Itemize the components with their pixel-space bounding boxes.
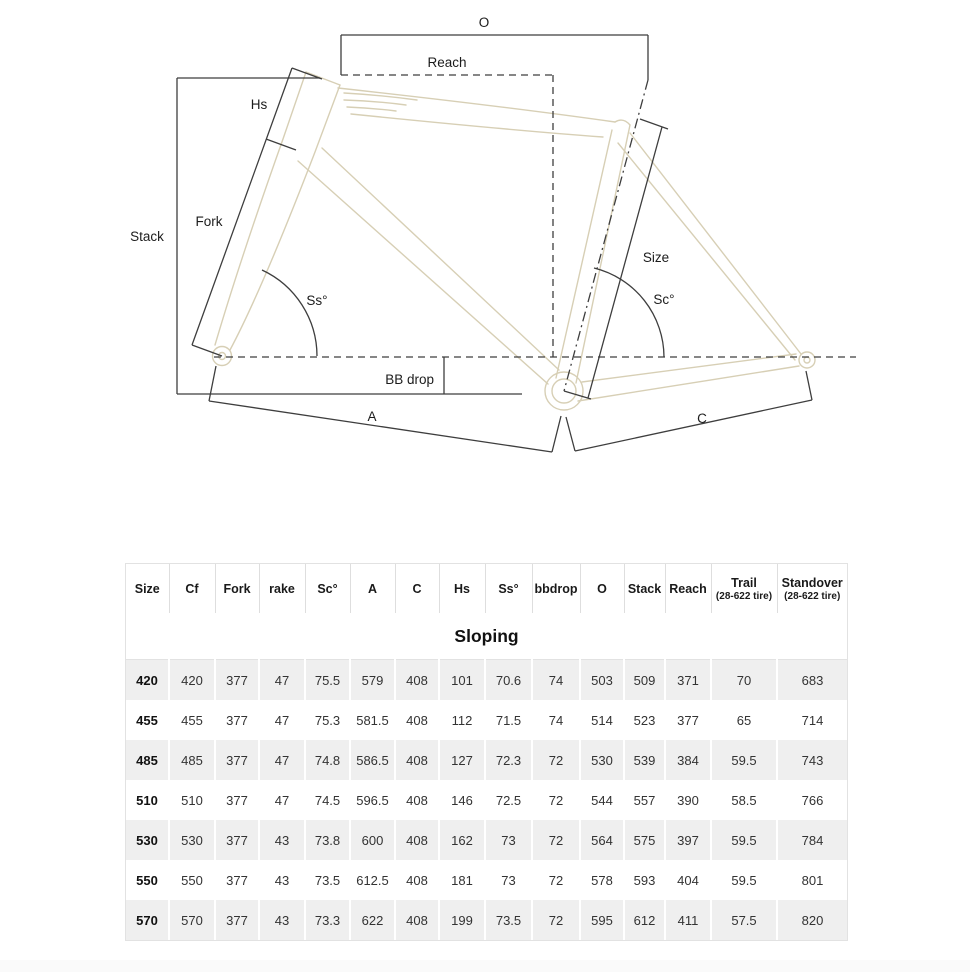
table-cell: 550 — [169, 860, 215, 900]
seat-stay-upper-edge — [630, 133, 801, 354]
table-row — [126, 900, 847, 940]
table-cell: 420 — [169, 660, 215, 701]
rear-axle — [799, 352, 815, 368]
label-size: Size — [642, 250, 670, 265]
table-cell: 47 — [259, 740, 305, 780]
table-cell: 59.5 — [711, 860, 777, 900]
table-cell: 75.5 — [305, 660, 350, 701]
table-cell: 455 — [169, 700, 215, 740]
table-cell: 43 — [259, 900, 305, 940]
down-tube-lower-edge — [298, 161, 548, 384]
table-header-row — [126, 564, 847, 613]
label-c: C — [697, 411, 707, 426]
seat-axis-reference-line — [564, 80, 648, 391]
table-cell: 622 — [350, 900, 395, 940]
table-cell: 112 — [439, 700, 485, 740]
col-header-bbdrop: bbdrop — [532, 564, 580, 613]
table-cell: 74 — [532, 660, 580, 701]
table-cell: 73.5 — [305, 860, 350, 900]
table-cell: 579 — [350, 660, 395, 701]
rear-axle-center — [804, 357, 810, 363]
table-cell: 72 — [532, 780, 580, 820]
chain-stay-lower-edge — [578, 366, 799, 401]
table-cell: 74 — [532, 700, 580, 740]
table-cell: 59.5 — [711, 820, 777, 860]
table-cell: 397 — [665, 820, 711, 860]
table-title: Sloping — [126, 613, 847, 660]
table-cell: 766 — [801, 792, 824, 808]
row-size-cell: 420 — [126, 660, 169, 701]
table-cell: 59.5 — [711, 740, 777, 780]
top-tube-lower-edge — [351, 114, 603, 137]
table-cell: 377 — [215, 700, 259, 740]
table-cell: 530 — [169, 820, 215, 860]
col-header-standover: Standover (28-622 tire) — [781, 575, 843, 602]
table-cell: 593 — [624, 860, 665, 900]
table-cell: 181 — [439, 860, 485, 900]
table-cell: 578 — [580, 860, 624, 900]
table-cell: 73 — [485, 860, 532, 900]
col-header-trail: Trail (28-622 tire) — [711, 564, 777, 613]
table-cell: 377 — [215, 660, 259, 701]
table-cell: 75.3 — [305, 700, 350, 740]
row-size-cell: 485 — [126, 740, 169, 780]
table-row — [126, 740, 847, 780]
table-cell: 371 — [665, 660, 711, 701]
table-cell: 600 — [350, 820, 395, 860]
table-cell: 509 — [624, 660, 665, 701]
table-cell: 57.5 — [711, 900, 777, 940]
table-cell: 564 — [580, 820, 624, 860]
ss-angle-arc — [262, 270, 317, 356]
table-cell: 408 — [395, 860, 439, 900]
label-stack: Stack — [130, 229, 164, 244]
table-cell: 199 — [439, 900, 485, 940]
row-size-cell: 530 — [126, 820, 169, 860]
seat-cluster-cap — [615, 120, 630, 125]
table-cell: 514 — [580, 700, 624, 740]
table-cell: 43 — [259, 860, 305, 900]
table-cell: 377 — [215, 860, 259, 900]
table-cell: 70.6 — [485, 660, 532, 701]
row-size-cell: 510 — [126, 780, 169, 820]
page-bottom-strip — [0, 960, 970, 972]
table-cell: 58.5 — [711, 780, 777, 820]
table-cell: 404 — [665, 860, 711, 900]
table-cell: 530 — [580, 740, 624, 780]
table-cell: 377 — [215, 820, 259, 860]
table-cell: 72.5 — [485, 780, 532, 820]
label-fork: Fork — [195, 214, 223, 229]
table-cell: 73.3 — [305, 900, 350, 940]
table-cell: 162 — [439, 820, 485, 860]
table-cell: 503 — [580, 660, 624, 701]
table-row — [126, 660, 847, 701]
table-cell: 73.8 — [305, 820, 350, 860]
table-cell: 612 — [624, 900, 665, 940]
table-cell: 65 — [711, 700, 777, 740]
table-cell: 408 — [395, 780, 439, 820]
table-cell: 801 — [801, 872, 824, 888]
table-cell: 127 — [439, 740, 485, 780]
table-cell: 743 — [777, 740, 847, 780]
table-cell: 47 — [259, 700, 305, 740]
row-size-cell: 455 — [126, 700, 169, 740]
table-cell: 146 — [439, 780, 485, 820]
table-row — [126, 860, 847, 900]
table-cell: 74.8 — [305, 740, 350, 780]
geometry-table-container — [125, 563, 848, 941]
col-header-hs: Hs — [439, 564, 485, 613]
table-cell: 72 — [532, 860, 580, 900]
row-size-cell: 550 — [126, 860, 169, 900]
table-cell: 408 — [395, 660, 439, 701]
col-header-size: Size — [126, 564, 169, 613]
table-cell: 510 — [169, 780, 215, 820]
col-header-ss: Ss° — [485, 564, 532, 613]
speed-line — [344, 93, 417, 100]
label-a: A — [367, 409, 377, 424]
sc-angle-arc — [594, 268, 664, 357]
col-header-o: O — [580, 564, 624, 613]
table-cell: 570 — [169, 900, 215, 940]
table-row — [126, 700, 847, 740]
table-header — [126, 564, 847, 613]
label-hs: Hs — [250, 97, 268, 112]
col-header-rake: rake — [259, 564, 305, 613]
table-cell: 390 — [665, 780, 711, 820]
speed-line — [347, 107, 396, 111]
col-header-a: A — [350, 564, 395, 613]
table-cell: 72 — [532, 900, 580, 940]
table-cell: 377 — [215, 900, 259, 940]
table-cell: 377 — [665, 700, 711, 740]
table-cell: 73 — [485, 820, 532, 860]
col-header-reach: Reach — [665, 564, 711, 613]
table-cell: 581.5 — [350, 700, 395, 740]
table-cell: 72 — [532, 820, 580, 860]
table-cell: 72.3 — [485, 740, 532, 780]
label-ss-angle: Ss° — [306, 293, 328, 308]
table-cell: 408 — [395, 700, 439, 740]
table-cell: 72 — [532, 740, 580, 780]
table-cell: 485 — [169, 740, 215, 780]
col-header-sc: Sc° — [305, 564, 350, 613]
col-header-cf: Cf — [169, 564, 215, 613]
chain-stay-upper-edge — [582, 354, 796, 382]
head-tube-fork-right-edge — [230, 85, 340, 350]
table-cell: 70 — [711, 660, 777, 701]
table-cell: 411 — [665, 900, 711, 940]
row-size-cell: 570 — [126, 900, 169, 940]
table-body — [126, 660, 847, 941]
label-sc-angle: Sc° — [653, 292, 675, 307]
table-cell: 683 — [777, 660, 847, 701]
table-cell: 595 — [580, 900, 624, 940]
bike-frame-drawing — [213, 72, 816, 410]
table-title-row — [126, 613, 847, 660]
table-cell: 101 — [439, 660, 485, 701]
col-header-stack: Stack — [624, 564, 665, 613]
table-cell: 47 — [259, 780, 305, 820]
col-header-fork: Fork — [215, 564, 259, 613]
table-cell: 377 — [215, 780, 259, 820]
label-bb-drop: BB drop — [385, 372, 434, 387]
label-reach: Reach — [427, 55, 467, 70]
table-cell: 714 — [801, 712, 824, 728]
table-cell: 408 — [395, 740, 439, 780]
table-row — [126, 780, 847, 820]
table-cell: 523 — [624, 700, 665, 740]
table-cell: 575 — [624, 820, 665, 860]
table-cell: 43 — [259, 820, 305, 860]
table-cell: 612.5 — [350, 860, 395, 900]
table-cell: 820 — [777, 900, 847, 940]
table-cell: 408 — [395, 820, 439, 860]
table-cell: 544 — [580, 780, 624, 820]
speed-line — [344, 100, 406, 105]
label-o: O — [478, 15, 490, 30]
table-cell: 586.5 — [350, 740, 395, 780]
table-cell: 408 — [395, 900, 439, 940]
geometry-table — [126, 564, 847, 940]
table-cell: 73.5 — [485, 900, 532, 940]
table-cell: 784 — [777, 820, 847, 860]
table-cell: 384 — [665, 740, 711, 780]
o-dimension-bracket — [341, 35, 648, 80]
table-cell: 71.5 — [485, 700, 532, 740]
col-header-c: C — [395, 564, 439, 613]
table-cell: 596.5 — [350, 780, 395, 820]
table-cell: 377 — [215, 740, 259, 780]
table-cell: 557 — [624, 780, 665, 820]
table-cell: 74.5 — [305, 780, 350, 820]
table-cell: 539 — [624, 740, 665, 780]
table-cell: 47 — [259, 660, 305, 701]
table-row — [126, 820, 847, 860]
down-tube-upper-edge — [322, 148, 559, 370]
